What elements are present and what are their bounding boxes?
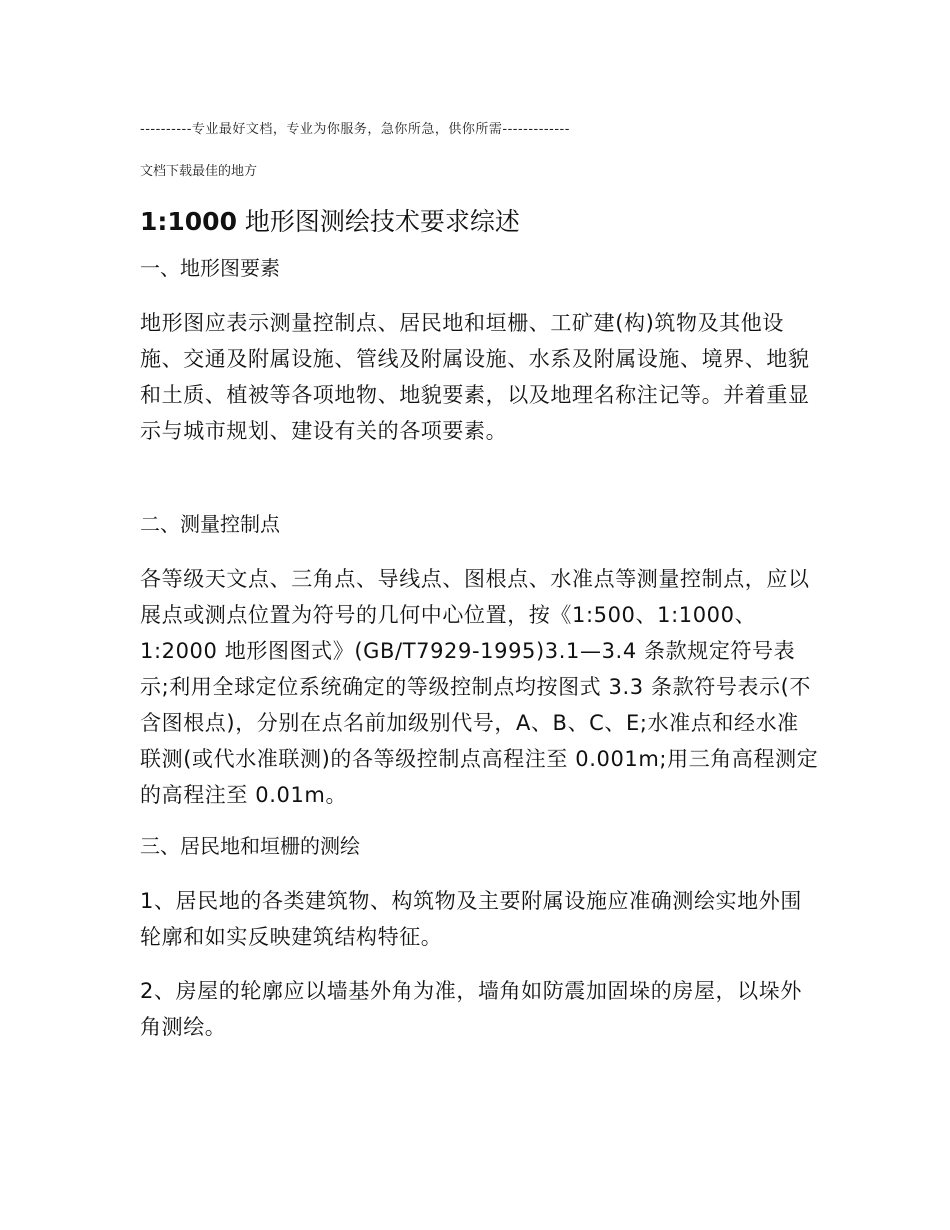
- title-text: 地形图测绘技术要求综述: [236, 207, 520, 236]
- section-heading-1: 一、地形图要素: [140, 256, 280, 280]
- section-3-paragraph-2: 2、房屋的轮廓应以墙基外角为准，墙角如防震加固垛的房屋，以垛外角测绘。: [140, 979, 802, 1039]
- header-subtitle: 文档下载最佳的地方: [140, 164, 258, 179]
- section-heading-2: 二、测量控制点: [140, 512, 280, 536]
- header-banner: ----------专业最好文档，专业为你服务，急你所急，供你所需-------------: [140, 122, 570, 137]
- title-scale: 1:1000: [140, 207, 237, 236]
- section-heading-3: 三、居民地和垣栅的测绘: [140, 834, 360, 858]
- document-body: [140, 205, 820, 1045]
- section-1-paragraph-1: 地形图应表示测量控制点、居民地和垣栅、工矿建(构)筑物及其他设施、交通及附属设施、管线及附属设施、水系及附属设施、境界、地貌和土质、植被等各项地物、地貌要素，以及地理名称注记等。并着重显示与城市规划、建设有关的各项要素。: [140, 311, 810, 443]
- document-title: [140, 205, 820, 239]
- section-3-paragraph-1: 1、居民地的各类建筑物、构筑物及主要附属设施应准确测绘实地外围轮廓和如实反映建筑结构特征。: [140, 889, 802, 949]
- section-2-paragraph-1: 各等级天文点、三角点、导线点、图根点、水准点等测量控制点，应以展点或测点位置为符号的几何中心位置，按《1:500、1:1000、1:2000 地形图图式》(GB/T7929-1995)3.1—3.4 条款规定符号表示;利用全球定位系统确定的等级控制点均按图式 3.3 条款符号表示(不含图根点)，分别在点名前加级别代号，A、B、C、E;水准点和经水准联测(或代水准联测)的各等级控制点高程注至 0.001m;用三角高程测定的高程注至 0.01m。: [140, 567, 819, 807]
